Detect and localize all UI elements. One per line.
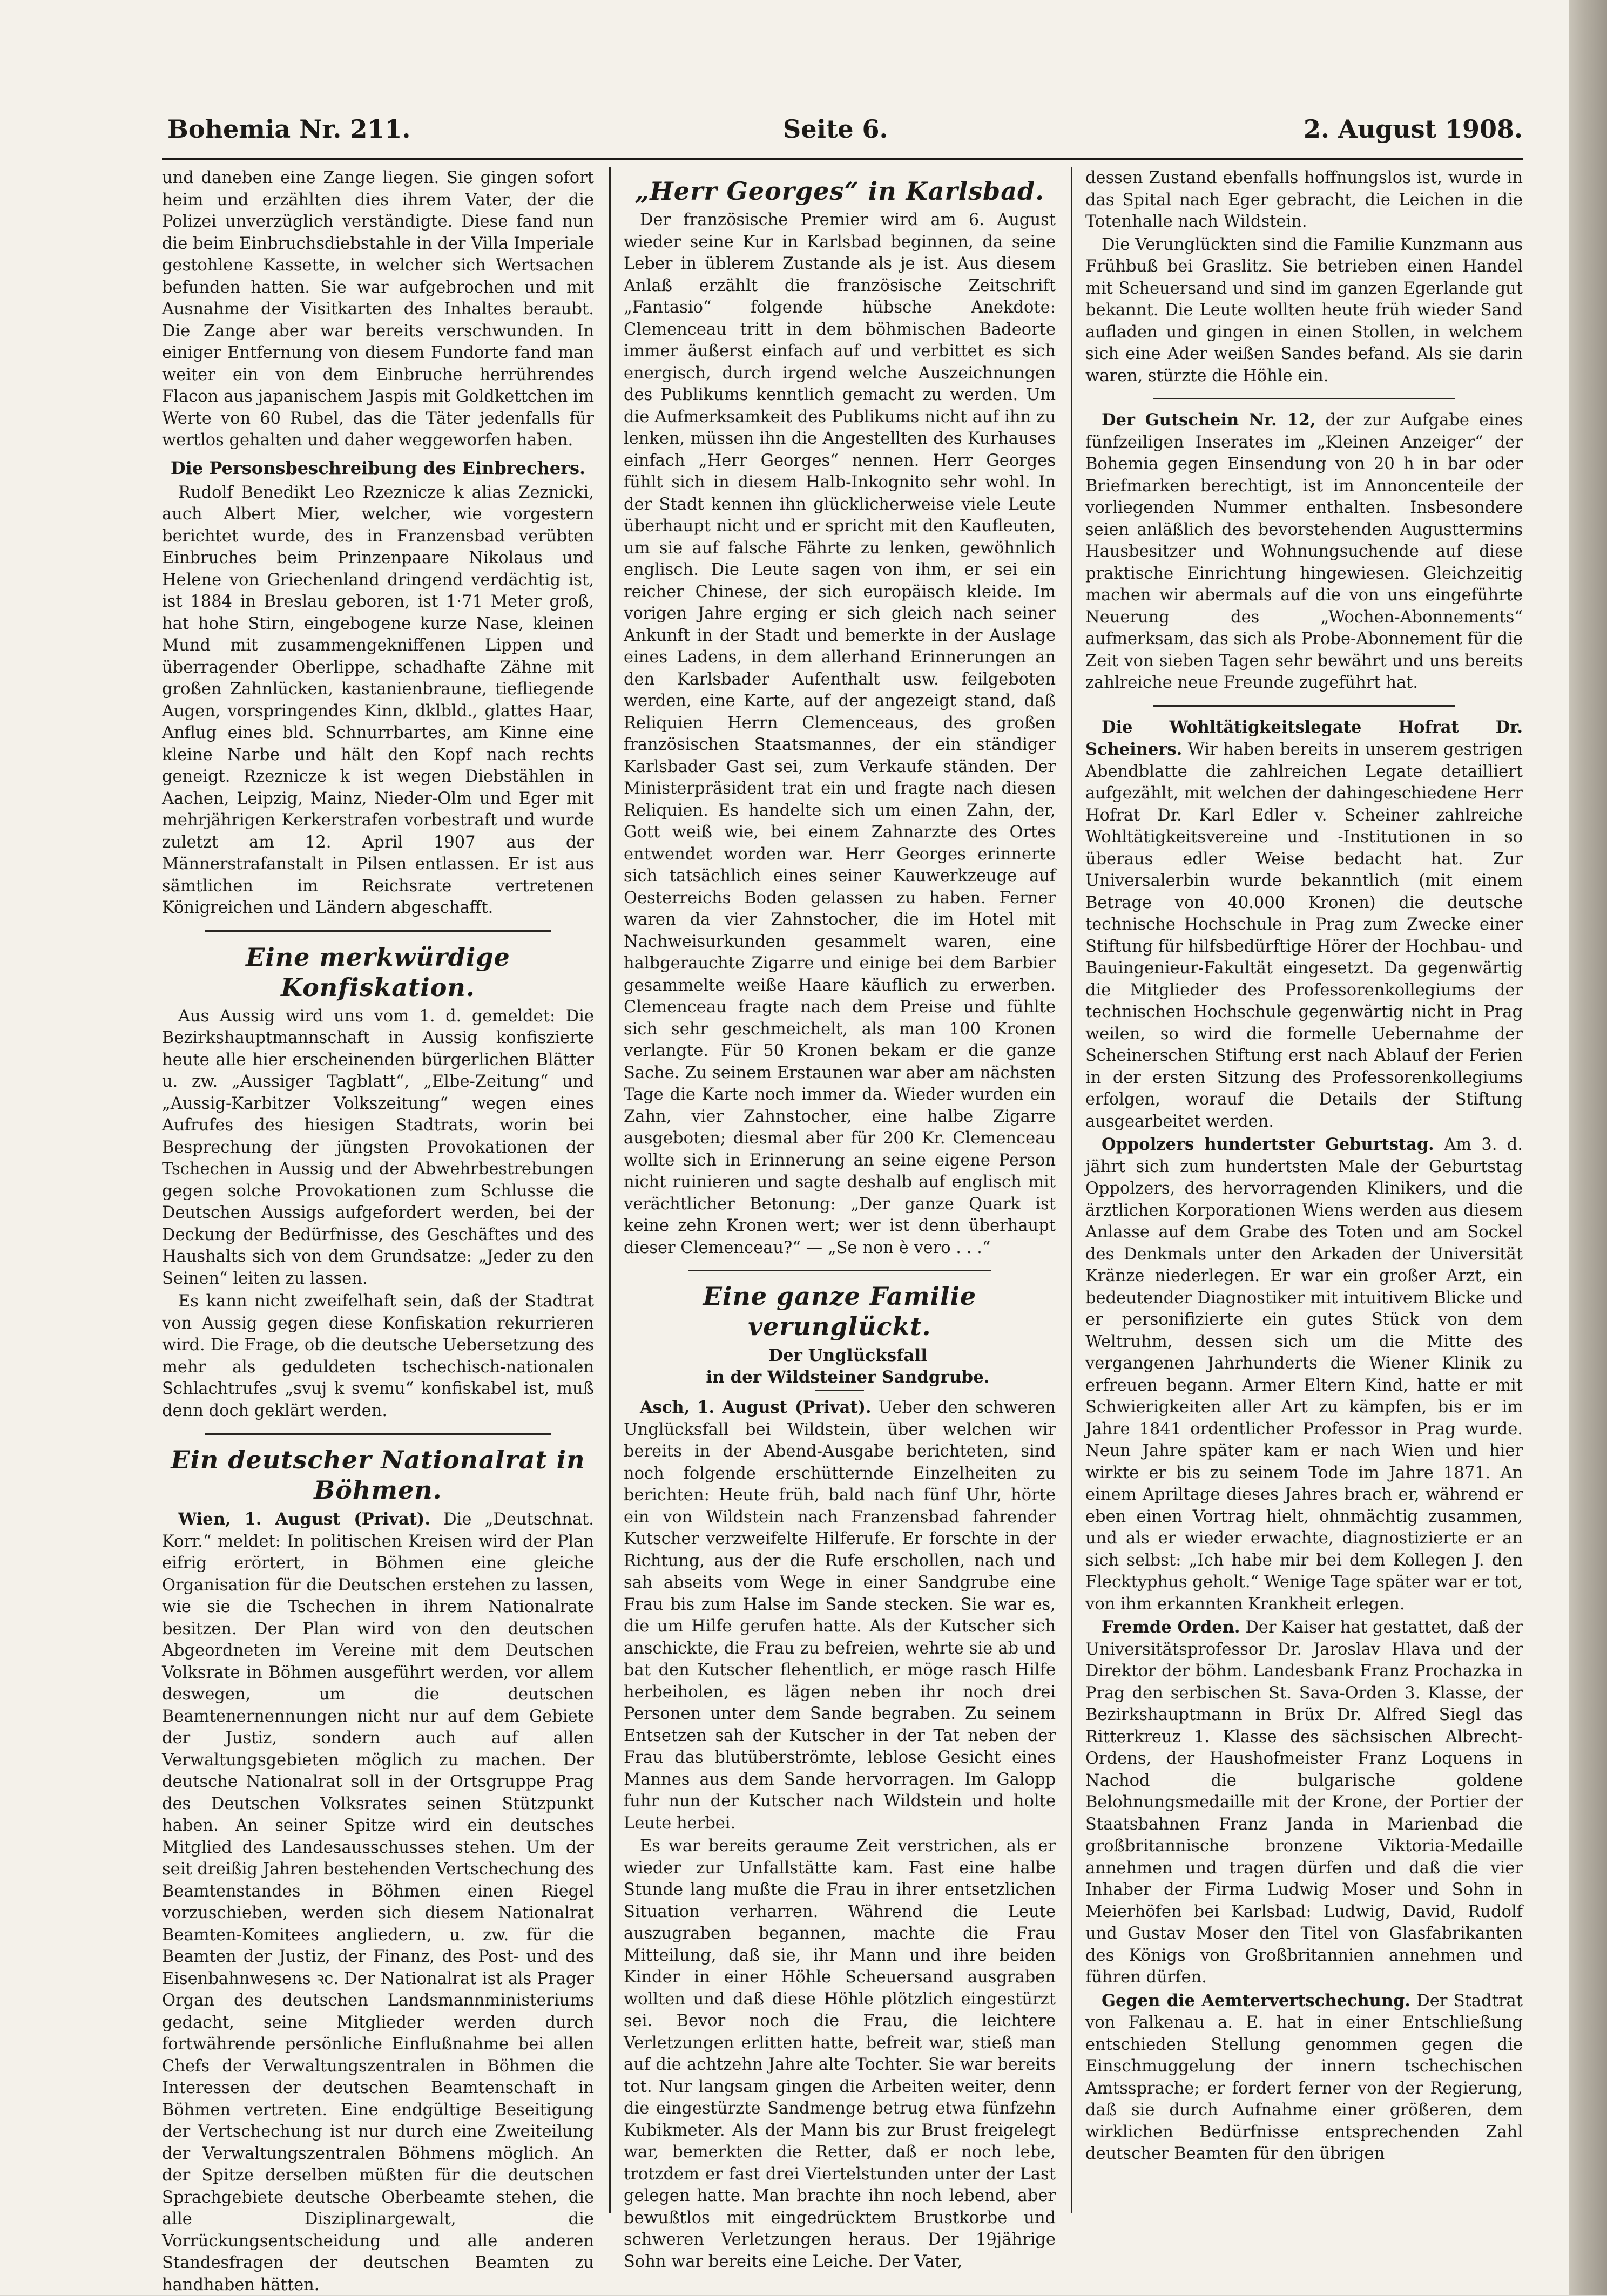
column-divider [609,167,611,2213]
dateline: Wien, 1. August (Privat). [178,1509,430,1529]
article-text [624,1397,1056,1834]
article-body: Ueber den schweren Unglücksfall bei Wildstein, über welchen wir bereits in der Abend-Ausgabe berichteten, sind noch folgende erschütternde Einzelheiten zu berichten: Heute früh, bald nach fünf Uhr, hörte ein von Wildstein nach Franzensbad fahrender Kutscher verzweifelte Hilferufe. Er forschte in der Richtung, aus der die Rufe erschollen, nach und sah abseits vom Wege in einer Sandgrube eine Frau bis zum Halse im Sande stecken. Sie war es, die um Hilfe gerufen hatte. Als der Kutscher sich anschickte, die Frau zu befreien, wehrte sie ab und bat den Kutscher flehentlich, er möge rasch Hilfe herbeiholen, es lägen neben ihr noch drei Personen unter dem Sande begraben. Zu seinem Entsetzen sah der Kutscher in der Tat neben der Frau das blutüberströmte, leblose Gesicht eines Mannes aus dem Sande hervorragen. Im Galopp fuhr nun der Kutscher nach Wildstein und holte Leute herbei. [624,1398,1056,1833]
article-text: Es kann nicht zweifelhaft sein, daß der Stadtrat von Aussig gegen diese Konfiskation rekurrieren wird. Die Frage, ob die deutsche Uebersetzung des mehr als geduldeten tschechisch-nationalen Schlachtrufes „svuj k svemu“ konfiskabel ist, muß denn doch geklärt werden. [162,1292,594,1420]
article-body: Am 3. d. jährt sich zum hundertsten Male der Geburtstag Oppolzers, des hervorragenden Klinikers, und die ärztlichen Korporationen Wiens werden aus diesem Anlasse auf dem Grabe des Toten und am Sockel des Denkmals unter den Arkaden der Universität Kränze niederlegen. Er war ein großer Arzt, ein bedeutender Diagnostiker mit intuitivem Blicke und er personifizierte ein gutes Stück von dem Weltruhm, dessen sich um die Mitte des vergangenen Jahrhunderts die Wiener Klinik zu erfreuen begann. Armer Eltern Kind, hatte er mit Schwierigkeiten aller Art zu kämpfen, bis er im Jahre 1841 ordentlicher Professor in Prag wurde. Neun Jahre später kam er nach Wien und hier wirkte er bis zu seinem Tode im Jahre 1871. An einem Apriltage dieses Jahres brach er, während er eben einen Vortrag hielt, ohnmächtig zusammen, und als er wieder erwachte, diagnostizierte er an sich selbst: „Ich habe mir bei dem Kollegen J. den Flecktyphus geholt.“ Wenige Tage später war er tot, von ihm erkannten Krankheit erlegen. [1085,1135,1523,1614]
page-content [162,108,1544,2294]
binding-edge [1569,0,1607,2295]
article-headline: „Herr Georges“ in Karlsbad. [634,177,1045,206]
article-text: dessen Zustand ebenfalls hoffnungslos ist, wurde in das Spital nach Eger gebracht, die Leichen in die Totenhalle nach Wildstein. [1085,168,1523,231]
article-text: Es war bereits geraume Zeit verstrichen, als er wieder zur Unfallstätte kam. Fast eine halbe Stunde lang mußte die Frau in ihrer entsetzlichen Situation verharren. Während die Leute auszugraben begannen, machte die Frau Mitteilung, daß sie, ihr Mann und ihre beiden Kinder in einer Höhle Scheuersand ausgraben wollten und daß diese Höhle plötzlich eingestürzt sei. Bevor noch die Frau, die leichtere Verletzungen erlitten hatte, befreit war, stieß man auf die achtzehn Jahre alte Tochter. Sie war bereits tot. Nur langsam gingen die Arbeiten weiter, denn die eingestürzte Sandmenge betrug etwa fünfzehn Kubikmeter. Als der Mann bis zur Brust freigelegt war, bemerkten die Retter, daß er noch lebe, trotzdem er fast drei Viertelstunden unter der Last gelegen hatte. Man brachte ihn noch lebend, aber bewußtlos mit eingedrücktem Brustkorbe und schweren Verletzungen heraus. Der 19jährige Sohn war bereits eine Leiche. Der Vater, [624,1837,1056,2271]
article-body: Der Kaiser hat gestattet, daß der Universitätsprofessor Dr. Jaroslav Hlava und der Direktor der böhm. Landesbank Franz Prochazka in Prag den serbischen St. Sava-Orden 3. Klasse, der Bezirkshauptmann in Brüx Dr. Alfred Siegl das Ritterkreuz 1. Klasse des sächsischen Albrecht-Ordens, der Haushofmeister Franz Loquens in Nachod die bulgarische goldene Belohnungsmedaille mit der Krone, der Portier der Staatsbahnen Franz Janda in Marienbad die großbritannische bronzene Viktoria-Medaille annehmen und tragen dürfen und daß die vier Inhaber der Firma Ludwig Moser und Sohn in Meierhöfen bei Karlsbad: Ludwig, David, Rudolf und Gustav Moser den Titel von Glasfabrikanten des Königs von Großbritannien annehmen und führen dürfen. [1085,1618,1523,1987]
item-title: Die Wohltätigkeitslegate Hofrat Dr. Scheiners. [1085,717,1523,759]
article-text [162,1508,594,2296]
article-text [1085,716,1523,1133]
column-2 [624,167,1056,2271]
column-3 [1085,167,1523,2224]
article-headline: Eine ganze Familie verunglückt. [703,1282,977,1341]
section-heading: Die Personsbeschreibung des Einbrechers. [170,457,586,478]
item-title: Fremde Orden. [1102,1617,1240,1637]
header-paper-number: Bohemia Nr. 211. [167,114,411,144]
article-text: Der französische Premier wird am 6. August wieder seine Kur in Karlsbad beginnen, da seine Leber in üblerem Zustande als je ist. Aus diesem Anlaß erzählt die französische Zeitschrift „Fantasio“ folgende hübsche Anekdote: Clemenceau tritt in dem böhmischen Badeorte immer äußerst einfach auf und verbittet es sich energisch, durch irgend welche Auszeichnungen des Publikums kenntlich gemacht zu werden. Um die Aufmerksamkeit des Publikums nicht auf ihn zu lenken, müssen ihn die Angestellten des Kurhauses einfach „Herr Georges“ nennen. Herr Georges fühlt sich in diesem Halb-Inkognito sehr wohl. In der Stadt kennen ihn glücklicherweise viele Leute überhaupt nicht und er spricht mit den Kaufleuten, um sie auf falsche Fährte zu lenken, gewöhnlich englisch. Die Leute sagen von ihm, er sei ein reicher Chinese, der sich europäisch kleide. Im vorigen Jahre erging er sich gleich nach seiner Ankunft in der Stadt und bemerkte in der Auslage eines Ladens, in dem allerhand Erinnerungen an den Karlsbader Aufenthalt usw. feilgeboten werden, eine Karte, auf der angezeigt stand, daß Reliquien Herrn Clemenceaus, des großen französischen Staatsmannes, der ein ständiger Karlsbader Gast sei, zum Verkaufe ständen. Der Ministerpräsident trat ein und fragte nach diesen Reliquien. Es handelte sich um einen Zahn, der, Gott weiß wie, bei einem Zahnarzte des Ortes entwendet worden war. Herr Georges erinnerte sich tatsächlich eines seiner Kauwerkzeuge auf Oesterreichs Boden gelassen zu haben. Ferner waren da vier Zahnstocher, die im Hotel mit Nachweisurkunden gesammelt waren, eine halbgerauchte Zigarre und einige bei dem Barbier gesammelte weiße Haare käuflich zu erwerben. Clemenceau fragte nach dem Preise und fühlte sich sehr geschmeichelt, als man 100 Kronen verlangte. Für 50 Kronen bekam er die ganze Sache. Zu seinem Erstaunen war aber am nächsten Tage die Karte noch immer da. Wieder wurden ein Zahn, vier Zahnstocher, eine halbe Zigarre ausgeboten; diesmal aber für 200 Kr. Clemenceau wollte sich in Erinnerung an seine eigene Person nicht ruinieren und sagte deshalb auf englisch mit verächtlicher Betonung: „Der ganze Quark ist keine zehn Kronen wert; wer ist denn überhaupt dieser Clemenceau?“ — „Se non è vero . . .“ [624,211,1056,1257]
article-separator [1153,705,1455,707]
article-headline: Ein deutscher Nationalrat in Böhmen. [171,1445,585,1505]
article-text: Die Verunglückten sind die Familie Kunzmann aus Frühbuß bei Graslitz. Sie betrieben einen Handel mit Scheuersand und sind im ganzen Egerlande gut bekannt. Die Leute wollten heute früh wieder Sand aufladen und gingen in einen Stollen, in welchem sich eine Ader weißen Sandes befand. Als sie darin waren, stürzte die Höhle ein. [1085,235,1523,385]
article-separator [205,1433,551,1435]
article-body: Der Stadtrat von Falkenau a. E. hat in einer Entschließung entschieden Stellung genommen gegen die Einschmuggelung der innern tschechischen Amtssprache; er fordert ferner von der Regierung, daß sie durch Aufnahme einer größeren, dem wirklichen Bedürfnisse entsprechenden Zahl deutscher Beamten für den übrigen [1085,1991,1523,2163]
article-text [1085,1616,1523,1989]
short-rule [815,1390,864,1391]
article-body: Wir haben bereits in unserem gestrigen Abendblatte die zahlreichen Legate detailliert aufgezählt, mit welchen der dahingeschiedene Herr Hofrat Dr. Karl Edler v. Scheiner zahlreiche Wohltätigkeitsvereine und -Institutionen in so überaus edler Weise bedacht hat. Zur Universalerbin wurde bekanntlich (mit einem Betrage von 40.000 Kronen) die deutsche technische Hochschule in Prag zum Zwecke einer Stiftung für hilfsbedürftige Hörer der Hochbau- und Bauingenieur-Fakultät eingesetzt. Da gegenwärtig die Mitglieder des Professorenkollegiums der technischen Hochschule gegenwärtig nicht in Prag weilen, so wird die formelle Uebernahme der Scheinerschen Stiftung erst nach Ablauf der Ferien in der ersten Sitzung des Professorenkollegiums erfolgen, worauf die Details der Stiftung ausgearbeitet werden. [1085,740,1523,1131]
article-text: Rudolf Benedikt Leo Rzeznicze k alias Zeznicki, auch Albert Mier, welcher, wie vorgestern berichtet wurde, des in Franzensbad verübten Einbruches beim Prinzenpaare Nikolaus und Helene von Griechenland dringend verdächtig ist, ist 1884 in Breslau geboren, ist 1·71 Meter groß, hat hohe Stirn, eingebogene kurze Nase, kleinen Mund mit zusammengekniffenen Lippen und überragender Oberlippe, schadhafte Zähne mit großen Zahnlücken, kastanienbraune, tiefliegende Augen, vorspringendes Kinn, dklbld., glattes Haar, Anflug eines bld. Schnurrbartes, am Kinne eine kleine Narbe und hält den Kopf nach rechts geneigt. Rzeznicze k ist wegen Diebstählen in Aachen, Leipzig, Mainz, Nieder-Olm und Eger mit mehrjährigen Kerkerstrafen vorbestraft und wurde zuletzt am 12. April 1907 aus der Männerstrafanstalt in Pilsen entlassen. Er ist aus sämtlichen im Reichsrate vertretenen Königreichen und Ländern abgeschafft. [162,483,594,917]
article-headline: Eine merkwürdige Konfiskation. [246,942,510,1002]
subheading: in der Wildsteiner Sandgrube. [706,1367,990,1387]
subheading: Der Unglücksfall [768,1346,928,1365]
header-rule [162,158,1523,160]
article-separator [205,930,551,932]
column-divider [1071,167,1072,2213]
item-title: Oppolzers hundertster Geburtstag. [1102,1135,1434,1154]
article-body: der zur Aufgabe eines fünfzeiligen Inserates im „Kleinen Anzeiger“ der Bohemia gegen Einsendung von 20 h in bar oder Briefmarken berechtigt, ist im Annoncenteile der vorliegenden Nummer enthalten. Insbesondere seien anläßlich des bevorstehenden Augusttermins Hausbesitzer und Wohnungsuchende auf diese praktische Einrichtung hingewiesen. Gleichzeitig machen wir abermals auf die von uns eingeführte Neuerung des „Wochen-Abonnements“ aufmerksam, das sich als Probe-Abonnement für die Zeit von sieben Tagen sehr bewährt und uns bereits zahlreiche neue Freunde zugeführt hat. [1085,411,1523,692]
item-title: Gegen die Aemtervertschechung. [1102,1990,1410,2010]
item-title: Der Gutschein Nr. 12, [1102,410,1316,430]
article-text [1085,1990,1523,2165]
column-1 [162,167,594,2294]
dateline: Asch, 1. August (Privat). [640,1398,872,1417]
article-text [1085,1134,1523,1615]
article-body: Die „Deutschnat. Korr.“ meldet: In politischen Kreisen wird der Plan eifrig erörtert, in Böhmen eine gleiche Organisation für die Deutschen erstehen zu lassen, wie sie die Tschechen in ihrem Nationalrate besitzen. Der Plan wird von den deutschen Abgeordneten im Vereine mit dem Deutschen Volksrate in Böhmen ausgeführt werden, vor allem deswegen, um die deutschen Beamtenernennungen nicht nur auf dem Gebiete der Justiz, sondern auch auf allen Verwaltungsgebieten möglich zu machen. Der deutsche Nationalrat soll in der Ortsgruppe Prag des Deutschen Volksrates seinen Stützpunkt haben. An seiner Spitze wird ein deutsches Mitglied des Landesausschusses stehen. Um der seit dreißig Jahren bestehenden Vertschechung des Beamtenstandes in Böhmen einen Riegel vorzuschieben, werden sich diesem Nationalrat Beamten-Komitees angliedern, u. zw. für die Beamten der Justiz, der Finanz, des Post- und des Eisenbahnwesens ꝛc. Der Nationalrat ist als Prager Organ des deutschen Landsmannministeriums gedacht, seine Mitglieder werden durch fortwährende persönliche Einflußnahme bei allen Chefs der Verwaltungszentralen in Böhmen die Interessen der deutschen Beamtenschaft in Böhmen vertreten. Eine endgültige Beseitigung der Vertschechung ist nur durch eine Zweiteilung der Verwaltungszentralen Böhmens möglich. An der Spitze derselben müßten für die deutschen Sprachgebiete deutsche Oberbeamte stehen, die alle Disziplinargewalt, die Vorrückungsentscheidung und alle anderen Standesfragen der deutschen Beamten zu handhaben hätten. [162,1510,594,2294]
header-page-number: Seite 6. [783,114,888,144]
article-separator [1153,398,1455,399]
header-date: 2. August 1908. [1304,114,1523,144]
article-text: Aus Aussig wird uns vom 1. d. gemeldet: Die Bezirkshauptmannschaft in Aussig konfiszierte heute alle hier erscheinenden bürgerlichen Blätter u. zw. „Aussiger Tagblatt“, „Elbe-Zeitung“ und „Aussig-Karbitzer Volkszeitung“ wegen eines Aufrufes des hiesigen Stadtrats, worin bei Besprechung der jüngsten Provokationen der Tschechen in Aussig und der Abwehrbestrebungen gegen solche Provokationen zum Schlusse die Deutschen Aussigs aufgefordert werden, bei der Deckung der Bedürfnisse, des Geschäftes und des Haushalts sich von dem Grundsatze: „Jeder zu den Seinen“ leiten zu lassen. [162,1006,594,1288]
article-separator [688,1270,991,1271]
page-header [162,108,1523,157]
article-text: und daneben eine Zange liegen. Sie gingen sofort heim und erzählten dies ihrem Vater, der die Polizei unverzüglich verständigte. Diese fand nun die beim Einbruchsdiebstahle in der Villa Imperiale gestohlene Kassette, in welcher sich Wertsachen befunden hatten. Sie war aufgebrochen und mit Ausnahme der Visitkarten des Inhaltes beraubt. Die Zange aber war bereits verschwunden. In einiger Entfernung von diesem Fundorte fand man weiter ein von dem Einbruche herrührendes Flacon aus japanischem Jaspis mit Goldkettchen im Werte von 60 Rubel, das die Täter jedenfalls für wertlos gehalten und daher weggeworfen haben. [162,168,594,450]
article-text [1085,409,1523,694]
